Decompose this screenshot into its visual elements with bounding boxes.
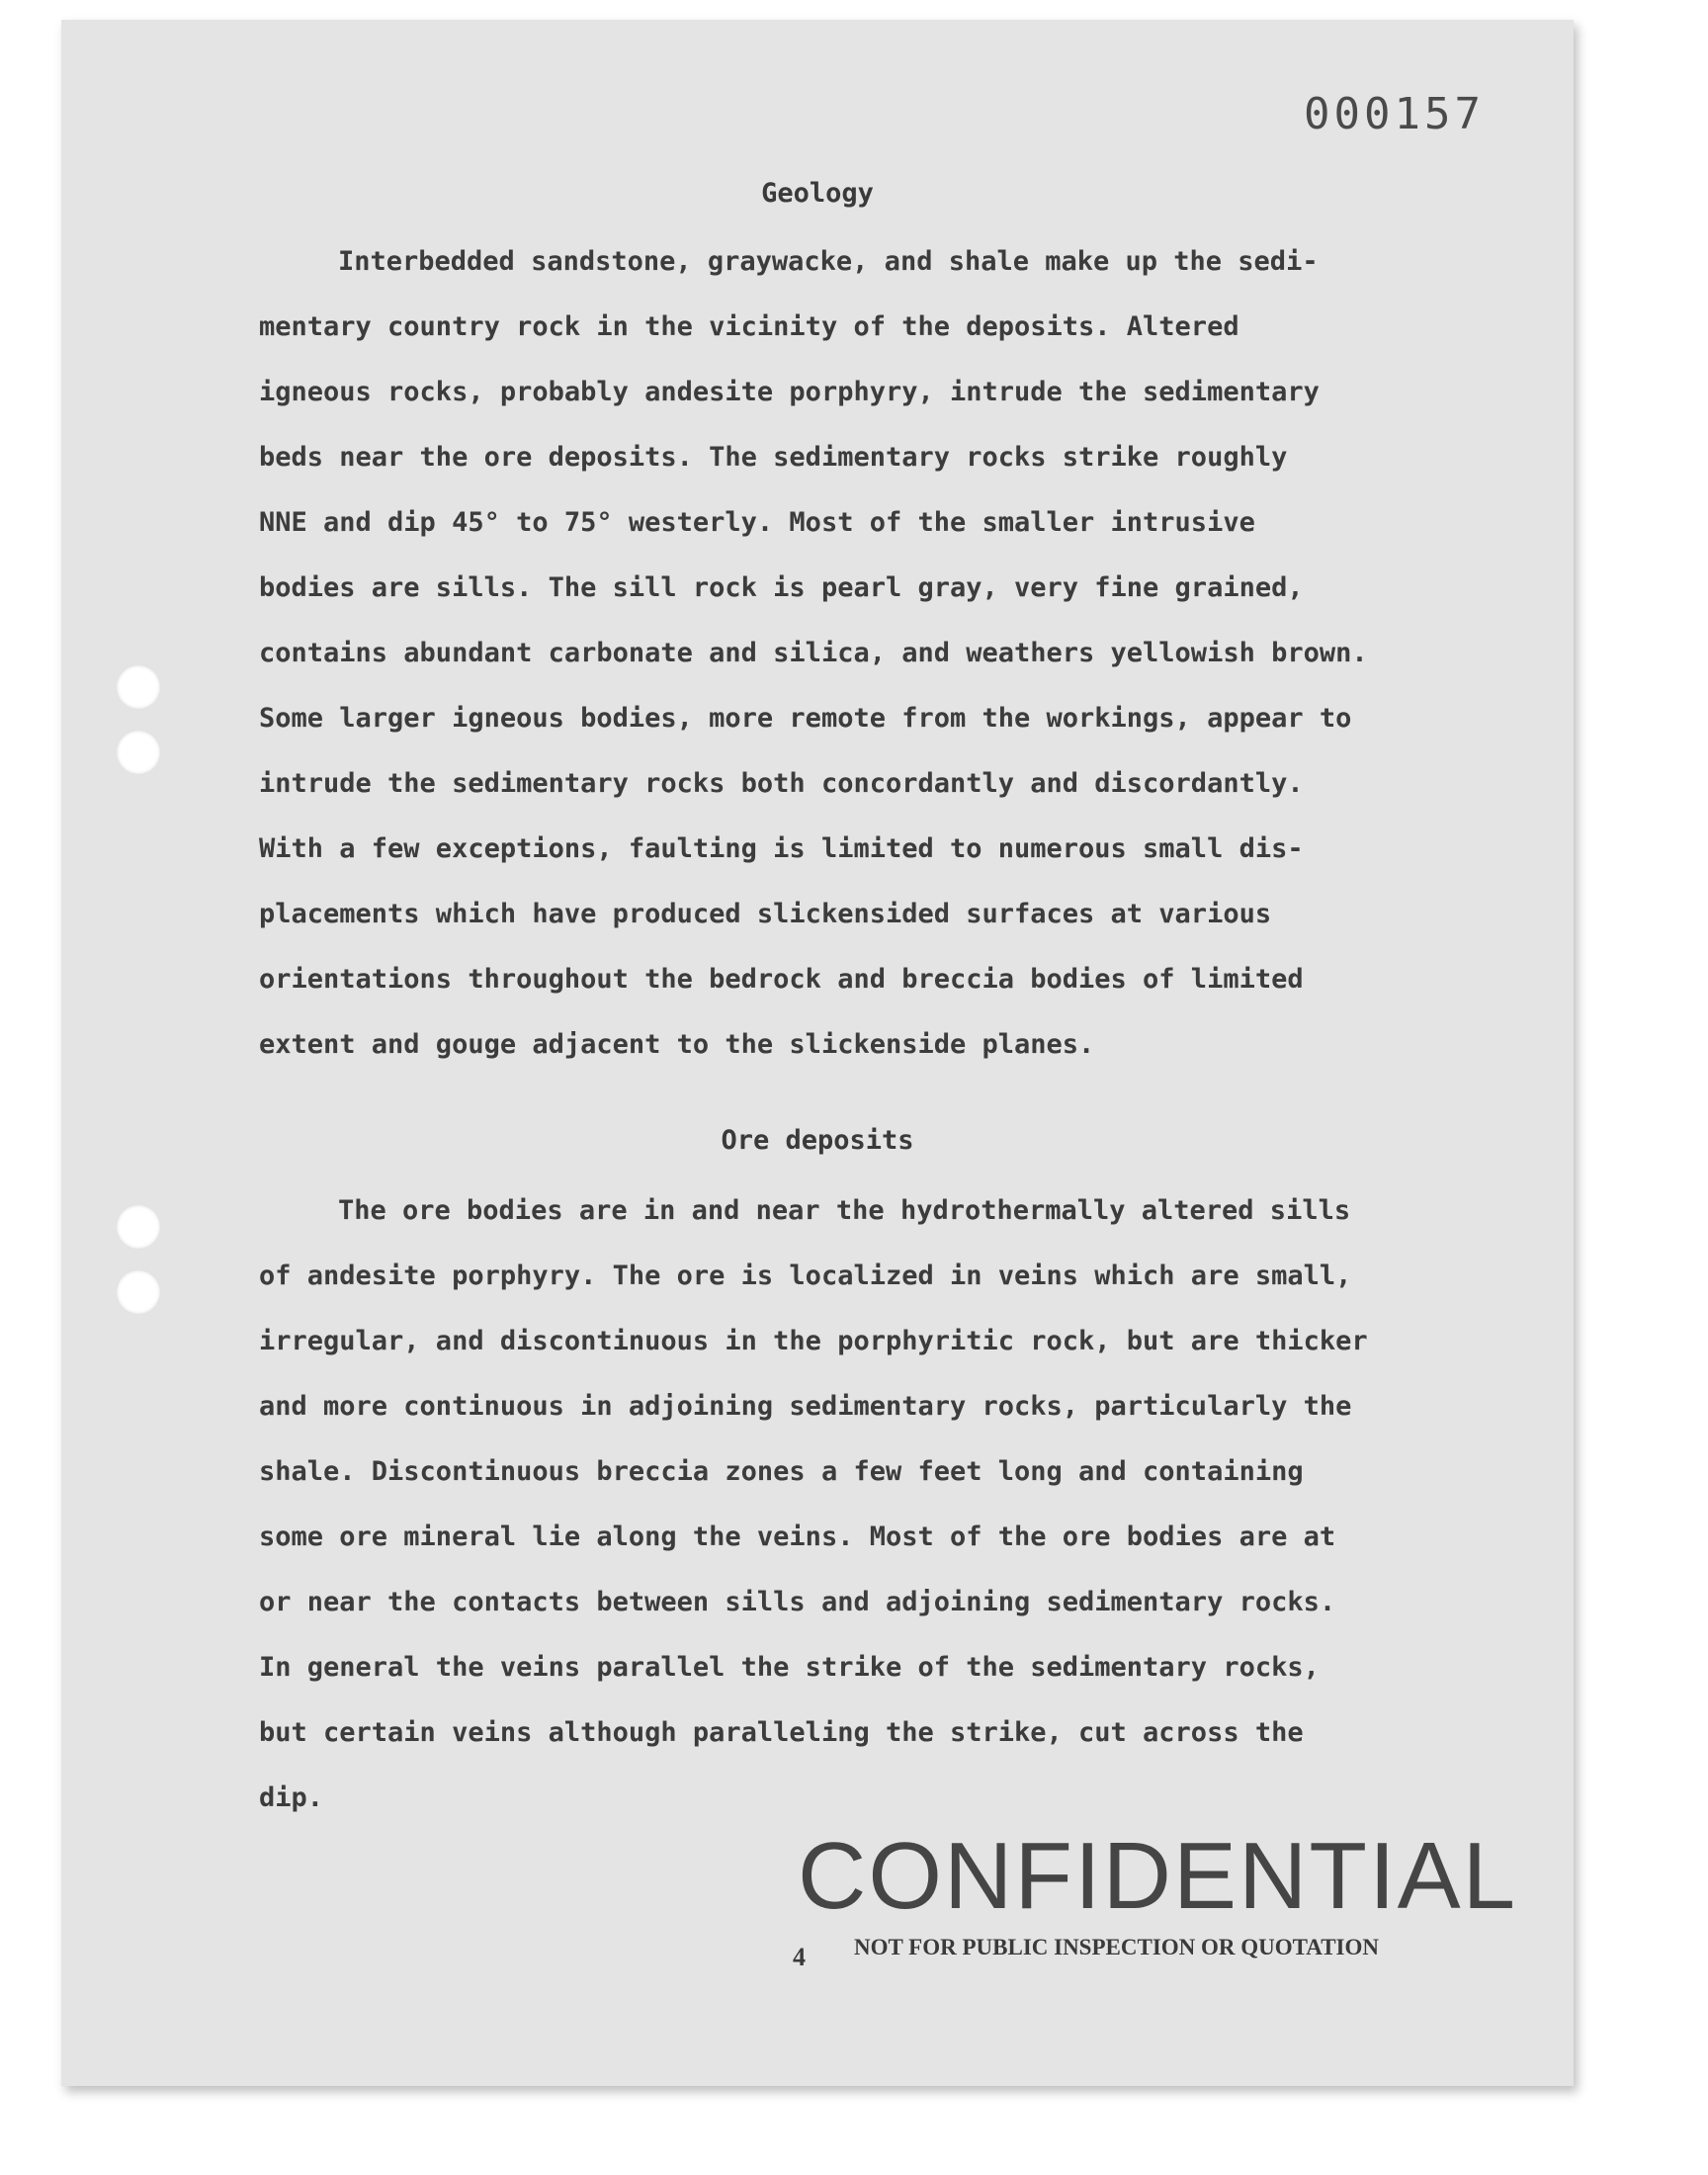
geology-paragraph <box>259 229 1485 1078</box>
confidential-stamp: CONFIDENTIAL <box>798 1823 1518 1929</box>
text-line: shale. Discontinuous breccia zones a few feet long and containing <box>259 1456 1304 1487</box>
punch-hole <box>116 664 161 710</box>
text-line: placements which have produced slickensided surfaces at various <box>259 899 1272 929</box>
text-line: dip. <box>259 1783 324 1813</box>
text-line: NNE and dip 45° to 75° westerly. Most of the smaller intrusive <box>259 507 1255 538</box>
text-line: or near the contacts between sills and adjoining sedimentary rocks. <box>259 1587 1336 1617</box>
text-line: extent and gouge adjacent to the slickenside planes. <box>259 1029 1095 1060</box>
text-line: orientations throughout the bedrock and breccia bodies of limited <box>259 964 1304 995</box>
punch-hole <box>116 1204 161 1250</box>
ore-deposits-paragraph <box>259 1178 1485 1831</box>
text-line: intrude the sedimentary rocks both concordantly and discordantly. <box>259 768 1304 799</box>
punch-hole <box>116 1269 161 1315</box>
section-heading-ore-deposits: Ore deposits <box>721 1125 914 1156</box>
text-line: With a few exceptions, faulting is limited to numerous small dis- <box>259 833 1304 864</box>
text-line: mentary country rock in the vicinity of the deposits. Altered <box>259 311 1239 342</box>
confidential-stamp-subtitle: NOT FOR PUBLIC INSPECTION OR QUOTATION <box>854 1935 1379 1959</box>
document-page <box>61 20 1574 2086</box>
text-line: beds near the ore deposits. The sedimentary rocks strike roughly <box>259 442 1288 473</box>
text-line: In general the veins parallel the strike of the sedimentary rocks, <box>259 1652 1320 1683</box>
text-line: Some larger igneous bodies, more remote from the workings, appear to <box>259 703 1352 734</box>
text-line: and more continuous in adjoining sedimentary rocks, particularly the <box>259 1391 1352 1422</box>
section-heading-geology: Geology <box>761 178 874 209</box>
text-line: irregular, and discontinuous in the porphyritic rock, but are thicker <box>259 1326 1368 1356</box>
text-line: but certain veins although paralleling the strike, cut across the <box>259 1717 1304 1748</box>
document-number: 000157 <box>1304 89 1485 139</box>
text-line: of andesite porphyry. The ore is localized in veins which are small, <box>259 1261 1352 1291</box>
text-line: contains abundant carbonate and silica, and weathers yellowish brown. <box>259 638 1368 668</box>
page-number: 4 <box>793 1943 806 1971</box>
text-line: some ore mineral lie along the veins. Most of the ore bodies are at <box>259 1522 1336 1552</box>
text-line: Interbedded sandstone, graywacke, and shale make up the sedi- <box>338 246 1319 277</box>
punch-hole <box>116 730 161 775</box>
text-line: bodies are sills. The sill rock is pearl gray, very fine grained, <box>259 572 1304 603</box>
text-line: The ore bodies are in and near the hydrothermally altered sills <box>338 1195 1351 1226</box>
text-line: igneous rocks, probably andesite porphyry, intrude the sedimentary <box>259 377 1320 407</box>
